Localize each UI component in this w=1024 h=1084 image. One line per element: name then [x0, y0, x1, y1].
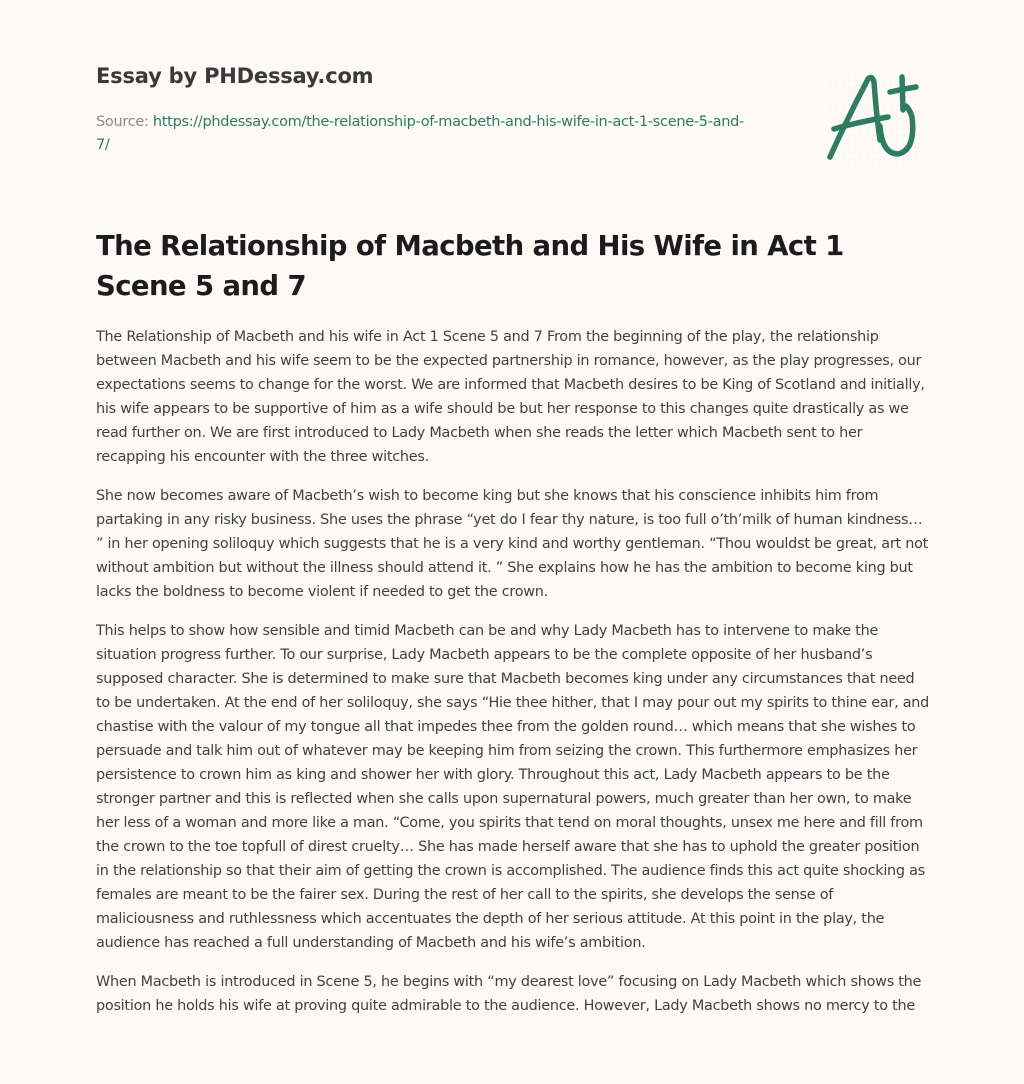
essay-paragraph: The Relationship of Macbeth and his wife in Act 1 Scene 5 and 7 From the beginning of the play, the relationship between Macbeth and his wife seem to be the expected partnership in romance, however, as the play progresses, our expectations seems to change for the worst. We are informed that Macbeth desires to be King of Scotland and initially, his wife appears to be supportive of him as a wife should be but her response to this changes quite drastically as we read further on. We are first introduced to Lady Macbeth when she reads the letter which Macbeth sent to her recapping his encounter with the three witches.: [96, 329, 925, 465]
essay-paragraph: This helps to show how sensible and timid Macbeth can be and why Lady Macbeth has to intervene to make the situation progress further. To our surprise, Lady Macbeth appears to be the complete opposite of her husband’s supposed character. She is determined to make sure that Macbeth becomes king under any circumstances that need to be undertaken. At the end of her soliloquy, she says “Hie thee hither, that I may pour out my spirits to thine ear, and chastise with the valour of my tongue all that impedes thee from the golden round… which means that she wishes to persuade and talk him out of whatever may be keeping him from seizing the crown. This furthermore emphasizes her persistence to crown him as king and shower her with glory. Throughout this act, Lady Macbeth appears to be the stronger partner and this is reflected when she calls upon supernatural powers, much greater than her own, to make her less of a woman and more like a man. “Come, you spirits that tend on moral thoughts, unsex me here and fill from the crown to the toe topfull of direst cruelty… She has made herself aware that she has to uphold the greater position in the relationship so that their aim of getting the crown is accomplished. The audience finds this act quite shocking as females are meant to be the fairer sex. During the rest of her call to the spirits, she develops the sense of maliciousness and ruthlessness which accentuates the depth of her serious attitude. At this point in the play, the audience has reached a full understanding of Macbeth and his wife’s ambition.: [96, 623, 930, 951]
essay-title: The Relationship of Macbeth and His Wife in Act 1 Scene 5 and 7: [96, 230, 844, 302]
essay-paragraph: She now becomes aware of Macbeth’s wish to become king but she knows that his conscience inhibits him from partaking in any risky business. She uses the phrase “yet do I fear thy nature, is too full o’th’milk of human kindness… ” in her opening soliloquy which suggests that he is a very kind and worthy gentleman. “Thou wouldst be great, art not without ambition but without the illness should attend it. ” She explains how he has the ambition to become king but lacks the boldness to become violent if needed to get the crown.: [96, 488, 929, 600]
page-header: [96, 0, 928, 200]
source-label: Source:: [96, 114, 149, 130]
a-plus-grade-icon: [818, 62, 928, 172]
source-link[interactable]: https://phdessay.com/the-relationship-of-macbeth-and-his-wife-in-act-1-scene-5-and-7/: [96, 114, 744, 153]
essay-body: [96, 325, 932, 1033]
site-title: Essay by PHDessay.com: [96, 64, 374, 88]
essay-paragraph: When Macbeth is introduced in Scene 5, he begins with “my dearest love” focusing on Lady Macbeth which shows the position he holds his wife at proving quite admirable to the audience. However, Lady Macbeth shows no mercy to the: [96, 974, 922, 1014]
essay-page: [96, 0, 930, 1014]
source-line: [96, 111, 756, 157]
